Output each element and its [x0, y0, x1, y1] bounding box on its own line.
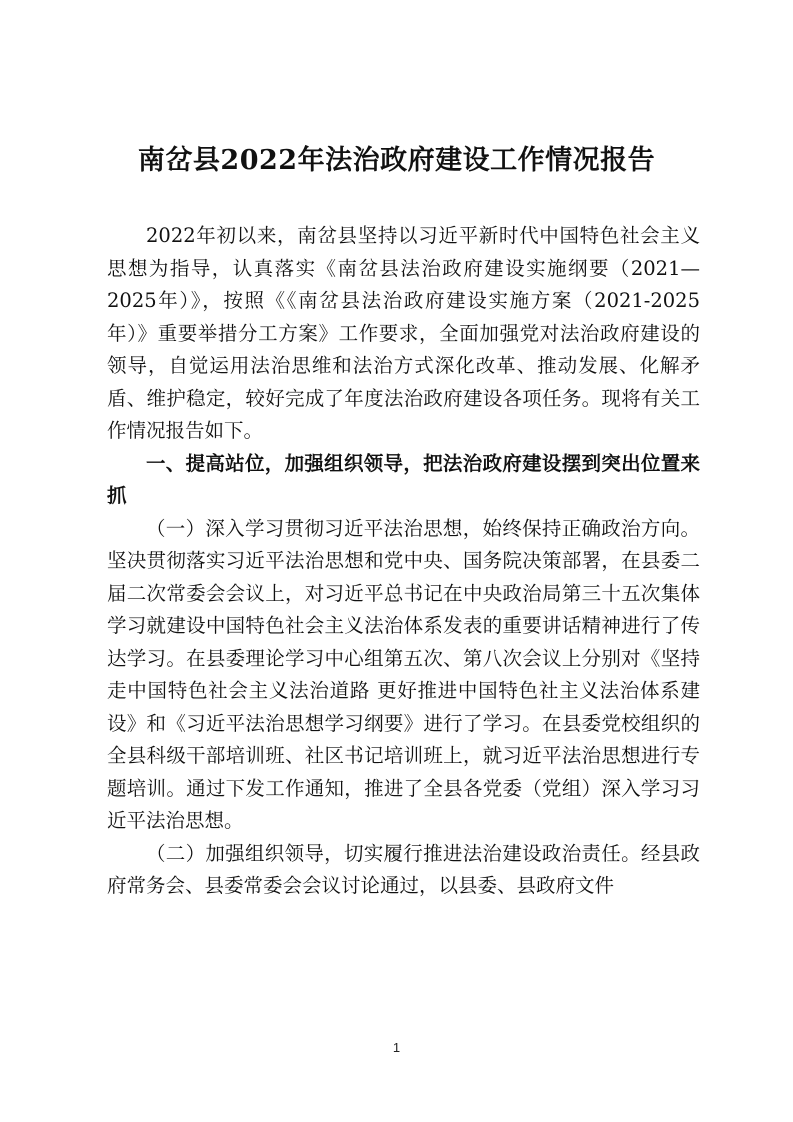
document-title: 南岔县2022年法治政府建设工作情况报告: [137, 145, 656, 176]
subsection-paragraph-1: （一）深入学习贯彻习近平法治思想，始终保持正确政治方向。坚决贯彻落实习近平法治思想和党中央、国务院决策部署，在县委二届二次常委会会议上，对习近平总书记在中央政治局第三十五次集体学习就建设中国特色社会主义法治体系发表的重要讲话精神进行了传达学习。在县委理论学习中心组第五次、第八次会议上分别对《坚持走中国特色社会主义法治道路 更好推进中国特色社主义法治体系建设》和《习近平法治思想学习纲要》进行了学习。在县委党校组织的全县科级干部培训班、社区书记培训班上，就习近平法治思想进行专题培训。通过下发工作通知，推进了全县各党委（党组）深入学习习近平法治思想。: [107, 516, 700, 832]
intro-paragraph: 2022年初以来，南岔县坚持以习近平新时代中国特色社会主义思想为指导，认真落实《南岔县法治政府建设实施纲要（2021—2025年）》，按照《《南岔县法治政府建设实施方案（2021-2025年）》重要举措分工方案》工作要求，全面加强党对法治政府建设的领导，自觉运用法治思维和法治方式深化改革、推动发展、化解矛盾、维护稳定，较好完成了年度法治政府建设各项任务。现将有关工作情况报告如下。: [107, 224, 700, 442]
document-body: [107, 220, 700, 903]
section-heading-1: 一、提高站位，加强组织领导，把法治政府建设摆到突出位置来抓: [107, 451, 700, 507]
page-number: 1: [392, 1040, 401, 1055]
subsection-paragraph-2: （二）加强组织领导，切实履行推进法治建设政治责任。经县政府常务会、县委常委会会议讨论通过，以县委、县政府文件: [107, 841, 700, 897]
